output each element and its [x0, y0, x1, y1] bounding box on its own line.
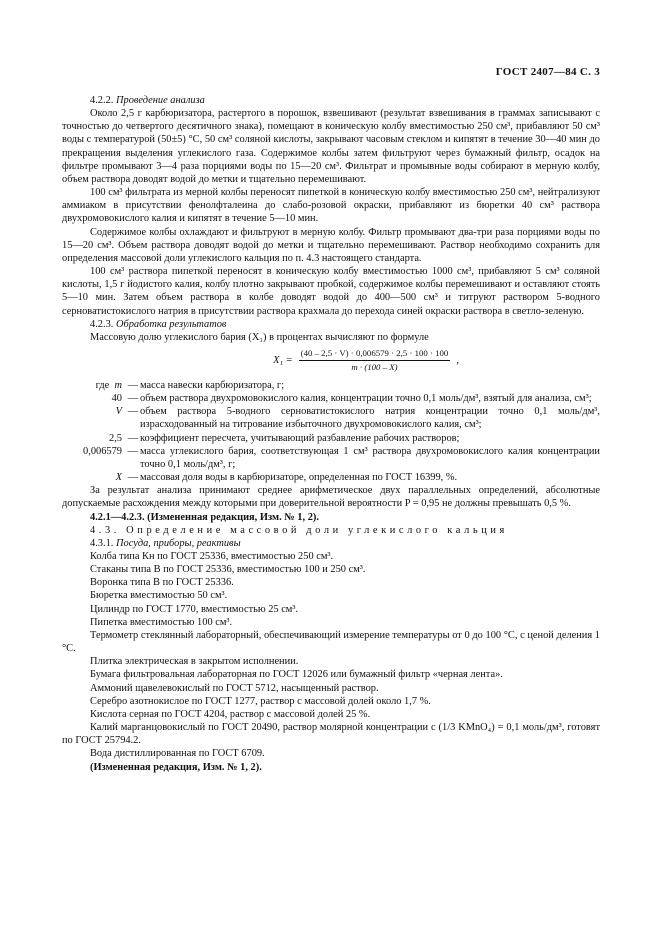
paragraph-1: Около 2,5 г карбюризатора, растертого в порошок, взвешивают (результат взвешивания в граммах записывают с точностью до четвертого десятичного знака), помещают в коническую колбу вместимостью 250 см³, прибавляют 50 см³ воды с температурой (50±5) °С, 50 см³ соляной кислоты, закрывают часовым стеклом и кипятят в течение 30—40 мин до прекращения выделения углекислого газа. Содержимое колбы затем фильтруют через бумажный фильтр, осадок на фильтре промывают 3—4 раза порциями воды по 15—20 см³. Фильтрат и промывные воды собирают в мерную колбу, объем раствора доводят водой до метки и тщательно перемешивают. — [62, 108, 600, 185]
formula — [132, 346, 600, 376]
list-item: Колба типа Кн по ГОСТ 25336, вместимостью 250 см³. — [90, 551, 334, 562]
section-number: 4.2.3. — [90, 318, 114, 330]
list-item: Плитка электрическая в закрытом исполнении. — [90, 656, 299, 668]
list-item: Аммоний щавелевокислый по ГОСТ 5712, насыщенный раствор. — [90, 682, 379, 694]
section-number: 4.2.2. — [90, 95, 114, 106]
list-item: Вода дистиллированная по ГОСТ 6709. — [90, 748, 265, 760]
where-symbol: 40 — [111, 393, 122, 405]
list-item: Бюретка вместимостью 50 см³. — [90, 590, 228, 602]
formula-denominator: m · (100 – X) — [351, 362, 398, 373]
where-symbol: 0,006579 — [83, 445, 122, 457]
list-item: Калий марганцовокислый по ГОСТ 20490, раствор молярной концентрации c (1/3 KMnO₄) = 0,1 моль/дм³, готовят по ГОСТ 25794.2. — [62, 722, 600, 747]
amendment-note-1: 4.2.1—4.2.3. (Измененная редакция, Изм. № 1, 2). — [90, 511, 319, 523]
formula-fraction — [299, 348, 451, 373]
formula-numerator: (40 – 2,5 · V) · 0,006579 · 2,5 · 100 · 100 — [299, 348, 451, 361]
where-description: масса навески карбюризатора, г; — [140, 379, 285, 391]
list-item: Стаканы типа В по ГОСТ 25336, вместимостью 100 и 250 см³. — [90, 564, 366, 576]
where-symbol: X — [115, 472, 122, 484]
paragraph-3: Содержимое колбы охлаждают и фильтруют в мерную колбу. Фильтр промывают два-три раза порциями воды по 15—20 см³. Объем раствора доводят водой до метки и тщательно перемешивают. Раствор необходимо сохранить для определения массовой доли углекислого кальция по п. 4.3 настоящего стандарта. — [62, 226, 600, 264]
section-4-2-2-heading — [62, 94, 600, 107]
where-description: масса углекислого бария, соответствующая 1 см³ раствора двухромовокислого калия концентрации точно 0,1 моль/дм³, г; — [140, 445, 600, 470]
where-word: где — [95, 379, 110, 391]
where-symbol: 2,5 — [109, 432, 122, 444]
section-4-3-heading: 4.3. Определение массовой доли углекислого кальция — [90, 524, 508, 536]
where-list: где m — масса навески карбюризатора, г; 40 — объем раствора двухромовокислого калия, концентрации точно 0,1 моль/дм³, взятый для анализа, см³; V — объем раствора 5-водного серноватистокислого натрия концентрации точно 0,1 моль/дм³, израсходованный на титрование избыточного двухромовокислого калия, см³; 2,5 — коэффициент пересчета, учитывающий разбавление рабочих растворов; 0,006579 — масса углекислого бария, соответствующая 1 см³ раствора двухромовокислого калия концентрации точно 0,1 моль/дм³, г; X — массовая доля воды в карбюризаторе, определенная по ГОСТ 16399, %. — [62, 379, 600, 484]
section-title: Проведение анализа — [116, 95, 205, 106]
list-item: Термометр стеклянный лабораторный, обеспечивающий измерение температуры от 0 до 100 °С, с ценой деления 1 °С. — [62, 629, 600, 655]
list-item: Пипетка вместимостью 100 см³. — [90, 616, 233, 628]
section-4-2-3-heading — [62, 318, 600, 331]
list-item: Воронка типа В по ГОСТ 25336. — [90, 577, 234, 589]
list-item: Цилиндр по ГОСТ 1770, вместимостью 25 см³. — [90, 603, 299, 615]
section-title: Посуда, приборы, реактивы — [116, 537, 241, 549]
page-header: ГОСТ 2407—84 С. 3 — [495, 66, 600, 78]
where-description: объем раствора двухромовокислого калия, концентрации точно 0,1 моль/дм³, взятый для анализа, см³; — [140, 393, 592, 405]
where-symbol: где m — [95, 379, 122, 391]
paragraph-2: 100 см³ фильтрата из мерной колбы переносят пипеткой в коническую колбу вместимостью 250 см³, нейтрализуют аммиаком в присутствии фенолфталеина до слабо-розовой окраски, прибавляют из бюретки 40 см³ раствора двухромовокислого калия и кипятят в течение 5—10 мин. — [62, 187, 600, 225]
where-symbol: V — [115, 406, 122, 418]
where-description: объем раствора 5-водного серноватистокислого натрия концентрации точно 0,1 моль/дм³, израсходованный на титрование избыточного двухромовокислого калия, см³; — [140, 406, 600, 431]
where-description: массовая доля воды в карбюризаторе, определенная по ГОСТ 16399, %. — [140, 472, 458, 484]
paragraph-4: 100 см³ раствора пипеткой переносят в коническую колбу вместимостью 1000 см³, прибавляют 5 см³ соляной кислоты, 1,5 г йодистого калия, колбу плотно закрывают пробкой, содержимое колбы перемешивают и оставляют стоять 5—10 мин. Затем объем раствора в колбе доводят водой до 400—500 см³ и титруют раствором 5-водного серноватистокислого натрия в присутствии раствора крахмала до перехода синей окраски раствора в светло-зеленую. — [62, 266, 600, 317]
list-item: Серебро азотнокислое по ГОСТ 1277, раствор с массовой долей около 1,7 %. — [90, 695, 431, 707]
document-body — [62, 94, 600, 774]
paragraph-6: За результат анализа принимают среднее арифметическое двух параллельных определений, абсолютные допускаемые расхождения между которыми при доверительной вероятности P = 0,95 не должны превышать 0,5 %. — [62, 485, 600, 510]
paragraph-5: Массовую долю углекислого бария (X₁) в процентах вычисляют по формуле — [90, 331, 429, 343]
amendment-note-2: (Измененная редакция, Изм. № 1, 2). — [90, 761, 262, 773]
section-4-3-1-heading — [62, 537, 600, 550]
list-item: Кислота серная по ГОСТ 4204, раствор с массовой долей 25 %. — [90, 708, 371, 720]
list-item: Бумага фильтровальная лабораторная по ГОСТ 12026 или бумажный фильтр «черная лента». — [90, 669, 503, 681]
formula-lhs: X₁ = — [273, 355, 293, 367]
where-description: коэффициент пересчета, учитывающий разбавление рабочих растворов; — [140, 432, 460, 444]
formula-comma: , — [456, 355, 459, 367]
section-title: Обработка результатов — [116, 318, 227, 330]
section-number: 4.3.1. — [90, 537, 114, 549]
